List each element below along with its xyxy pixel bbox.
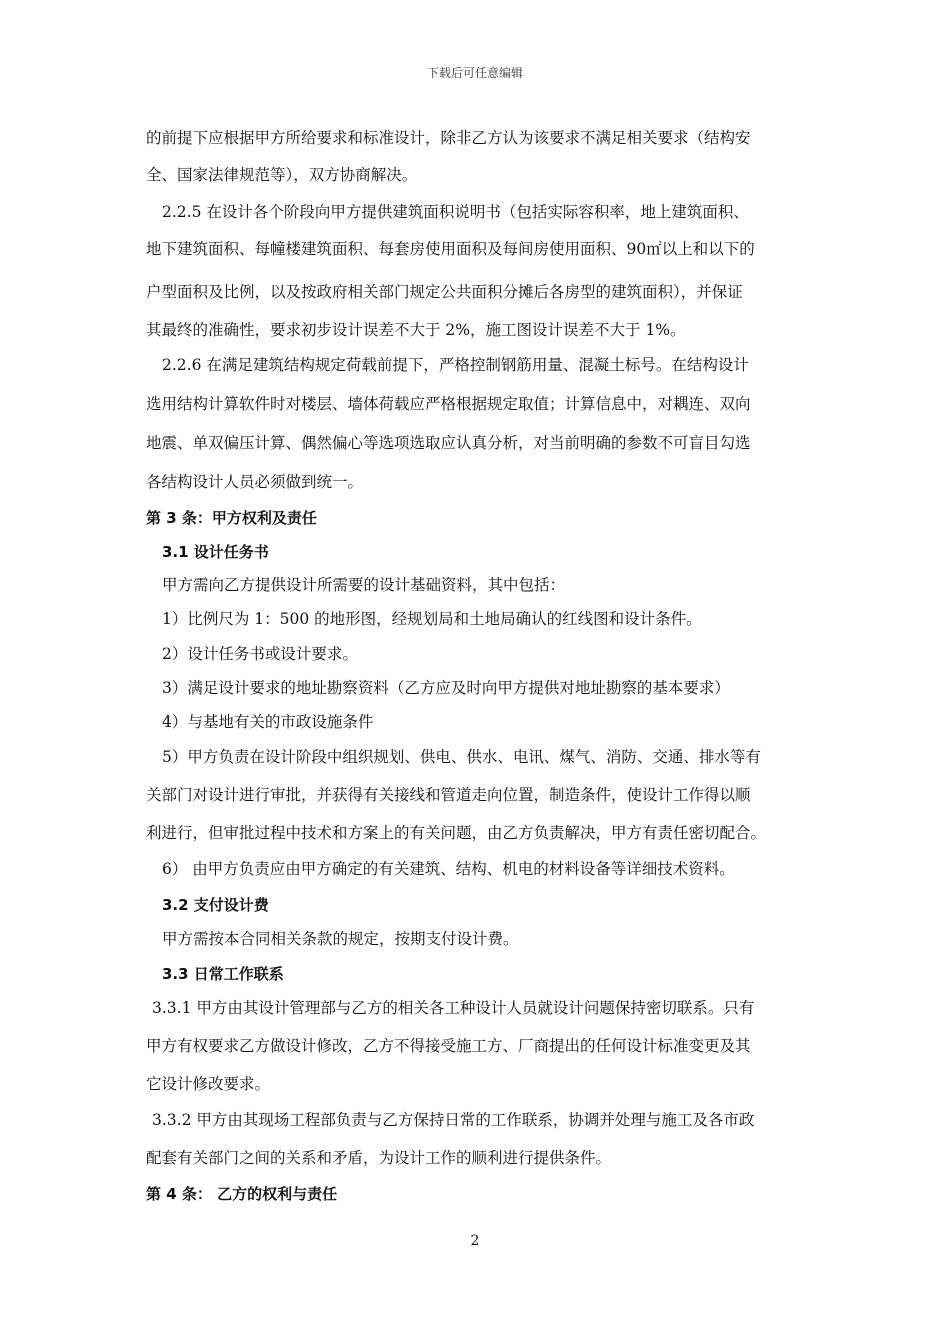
body-line: 地震、单双偏压计算、偶然偏心等选项选取应认真分析，对当前明确的参数不可盲目勾选: [146, 434, 751, 452]
body-line: 地下建筑面积、每幢楼建筑面积、每套房使用面积及每间房使用面积、90㎡以上和以下的: [146, 240, 755, 258]
page-header-note: 下载后可任意编辑: [426, 66, 523, 80]
list-item: 3）满足设计要求的地址勘察资料（乙方应及时向甲方提供对地址勘察的基本要求）: [162, 679, 730, 697]
clause-2-2-5: 2.2.5 在设计各个阶段向甲方提供建筑面积说明书（包括实际容积率，地上建筑面积、: [162, 203, 749, 221]
clause-3-3-2: 3.3.2 甲方由其现场工程部负责与乙方保持日常的工作联系，协调并处理与施工及各市政: [152, 1111, 755, 1129]
list-item: 1）比例尺为 1：500 的地形图，经规划局和土地局确认的红线图和设计条件。: [162, 610, 702, 628]
list-item: 5）甲方负责在设计阶段中组织规划、供电、供水、电讯、煤气、消防、交通、排水等有: [162, 748, 761, 766]
body-line: 它设计修改要求。: [146, 1075, 271, 1093]
page-number: 2: [470, 1233, 480, 1249]
list-item: 2）设计任务书或设计要求。: [162, 645, 358, 663]
list-item: 4）与基地有关的市政设施条件: [162, 713, 374, 731]
clause-2-2-6: 2.2.6 在满足建筑结构规定荷载前提下，严格控制钢筋用量、混凝土标号。在结构设计: [162, 356, 749, 374]
section-3-2-heading: 3.2 支付设计费: [162, 896, 269, 914]
body-line: 关部门对设计进行审批，并获得有关接线和管道走向位置，制造条件，使设计工作得以顺: [146, 786, 751, 804]
body-line: 的前提下应根据甲方所给要求和标准设计，除非乙方认为该要求不满足相关要求（结构安: [146, 129, 751, 147]
clause-3-3-1: 3.3.1 甲方由其设计管理部与乙方的相关各工种设计人员就设计问题保持密切联系。只有: [152, 999, 755, 1017]
list-item: 6） 由甲方负责应由甲方确定的有关建筑、结构、机电的材料设备等详细技术资料。: [162, 860, 735, 878]
body-line: 配套有关部门之间的关系和矛盾，为设计工作的顺利进行提供条件。: [146, 1149, 612, 1167]
body-line: 其最终的准确性，要求初步设计误差不大于 2%，施工图设计误差不大于 1%。: [146, 321, 686, 339]
body-line: 甲方需按本合同相关条款的规定，按期支付设计费。: [162, 930, 519, 948]
section-3-1-heading: 3.1 设计任务书: [162, 543, 269, 561]
body-line: 甲方有权要求乙方做设计修改，乙方不得接受施工方、厂商提出的任何设计标准变更及其: [146, 1037, 751, 1055]
body-line: 甲方需向乙方提供设计所需要的设计基础资料，其中包括：: [162, 576, 566, 594]
body-line: 户型面积及比例，以及按政府相关部门规定公共面积分摊后各房型的建筑面积），并保证: [146, 283, 743, 301]
body-line: 各结构设计人员必须做到统一。: [146, 473, 364, 491]
body-line: 选用结构计算软件时对楼层、墙体荷载应严格根据规定取值；计算信息中，对耦连、双向: [146, 395, 751, 413]
article-4-heading: 第 4 条： 乙方的权利与责任: [146, 1185, 338, 1203]
section-3-3-heading: 3.3 日常工作联系: [162, 965, 284, 983]
body-line: 利进行，但审批过程中技术和方案上的有关问题，由乙方负责解决，甲方有责任密切配合。: [146, 824, 767, 842]
body-line: 全、国家法律规范等），双方协商解决。: [146, 166, 418, 184]
article-3-heading: 第 3 条：甲方权利及责任: [146, 509, 317, 527]
